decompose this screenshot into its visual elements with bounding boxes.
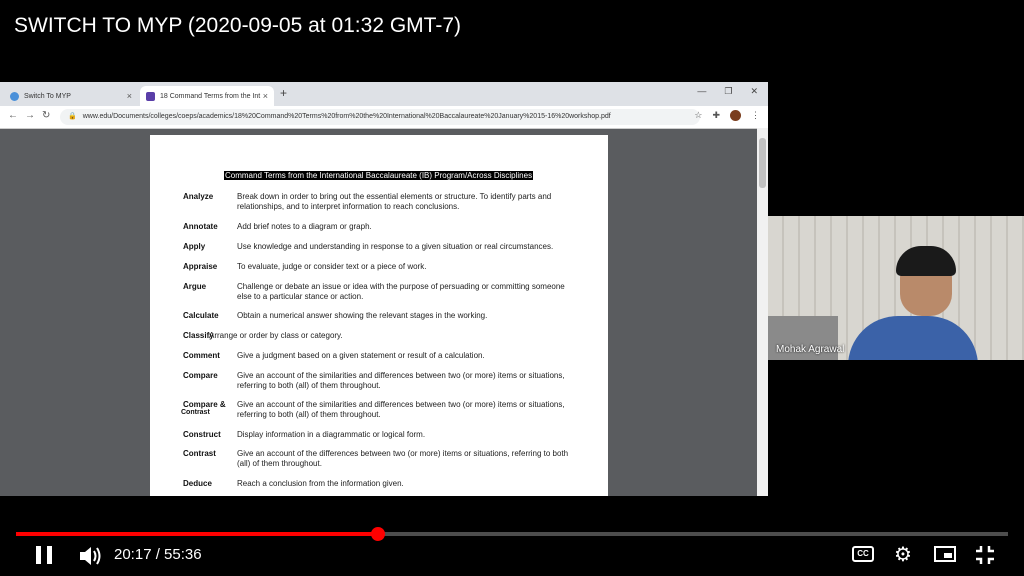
progress-played [16, 532, 378, 536]
browser-tab-bar [0, 82, 768, 106]
term-definition: Add brief notes to a diagram or graph. [237, 222, 372, 231]
window-controls [697, 86, 758, 97]
tab-close-icon[interactable]: × [262, 91, 268, 101]
pdf-page [150, 135, 608, 496]
term-definition: Display information in a diagrammatic or logical form. [237, 430, 426, 439]
extension-icon[interactable]: ✚ [712, 110, 720, 120]
forward-button[interactable]: → [25, 110, 35, 121]
tab-favicon-icon [10, 92, 19, 101]
new-tab-button[interactable]: + [280, 86, 288, 100]
tab-command-terms[interactable] [140, 86, 274, 106]
time-display: 20:17 / 55:36 [114, 546, 202, 563]
restore-button[interactable]: ❐ [724, 86, 733, 96]
shared-screen [0, 82, 768, 496]
miniplayer-icon[interactable] [934, 546, 956, 562]
term-definition: Give a judgment based on a given statement or result of a calculation. [237, 351, 485, 360]
term-label: Appraise [183, 262, 218, 271]
document-title: Command Terms from the International Baccalaureate (IB) Program/Across Disciplines [225, 171, 533, 180]
tab-favicon-icon [146, 92, 155, 101]
pause-icon[interactable] [36, 546, 52, 564]
term-label: Compare & [183, 400, 226, 409]
progress-scrubber[interactable] [371, 527, 385, 541]
tab-close-icon[interactable]: × [126, 91, 132, 101]
term-definition: Break down in order to bring out the essential elements or structure. To identify parts and relationships, and to interpret information to reach conclusions. [237, 192, 552, 211]
vertical-scrollbar[interactable] [757, 128, 768, 496]
term-label: Construct [183, 430, 221, 439]
tab-label: 18 Command Terms from the Int [160, 92, 261, 100]
term-definition: Reach a conclusion from the information given. [237, 479, 404, 488]
settings-gear-icon[interactable]: ⚙ [894, 544, 912, 566]
participant-video [768, 216, 1024, 360]
url-text: www.edu/Documents/colleges/coeps/academics/18%20Command%20Terms%20from%20the%20International%20Baccalaureate%20January%2015-16%20workshop.pdf [82, 113, 611, 120]
term-label: Argue [183, 282, 207, 291]
address-toolbar [0, 106, 768, 129]
term-definition: Give an account of the differences between two (or more) items or situations, referring to both (all) of them throughout. [237, 449, 569, 468]
term-label-line2: Contrast [181, 409, 210, 416]
participant-name: Mohak Agrawal [776, 344, 845, 355]
term-label: Apply [183, 242, 206, 251]
minimize-button[interactable]: — [697, 86, 707, 96]
term-label: Annotate [183, 222, 218, 231]
profile-avatar[interactable] [730, 110, 741, 121]
term-definition: Give an account of the similarities and differences between two (or more) items or situations, referring to both (all) of them throughout. [237, 371, 565, 390]
term-definition: Challenge or debate an issue or idea with the purpose of persuading or committing someone else to a particular stance or action. [237, 282, 565, 301]
menu-icon[interactable]: ⋮ [751, 110, 760, 120]
term-definition: Arrange or order by class or category. [209, 331, 343, 340]
captions-icon[interactable]: CC [852, 546, 874, 562]
term-label: Analyze [183, 192, 214, 201]
term-label: Contrast [183, 449, 216, 458]
term-definition: To evaluate, judge or consider text or a piece of work. [237, 262, 427, 271]
tab-label: Switch To MYP [24, 92, 71, 100]
close-window-button[interactable]: ✕ [750, 86, 758, 96]
term-definition: Obtain a numerical answer showing the relevant stages in the working. [237, 311, 488, 320]
term-definition: Use knowledge and understanding in response to a given situation or real circumstances. [237, 242, 554, 251]
term-label: Comment [183, 351, 220, 360]
progress-bar[interactable] [16, 532, 1008, 536]
tab-switch-to-myp[interactable] [4, 86, 138, 106]
term-definition: Give an account of the similarities and differences between two (or more) items or situations, referring to both (all) of them throughout. [237, 400, 565, 419]
video-title: SWITCH TO MYP (2020-09-05 at 01:32 GMT-7) [14, 14, 461, 37]
term-label: Deduce [183, 479, 212, 488]
scrollbar-thumb[interactable] [759, 138, 766, 188]
term-label: Classify [183, 331, 214, 340]
exit-fullscreen-icon[interactable] [975, 545, 995, 565]
url-bar[interactable] [60, 109, 703, 125]
term-label: Calculate [183, 311, 219, 320]
lock-icon: 🔒 [68, 113, 77, 120]
volume-icon[interactable] [78, 545, 102, 567]
reload-button[interactable]: ↻ [42, 110, 51, 121]
star-icon[interactable]: ☆ [694, 110, 703, 120]
toolbar-icons [694, 110, 760, 121]
term-label: Compare [183, 371, 218, 380]
back-button[interactable]: ← [8, 110, 18, 121]
